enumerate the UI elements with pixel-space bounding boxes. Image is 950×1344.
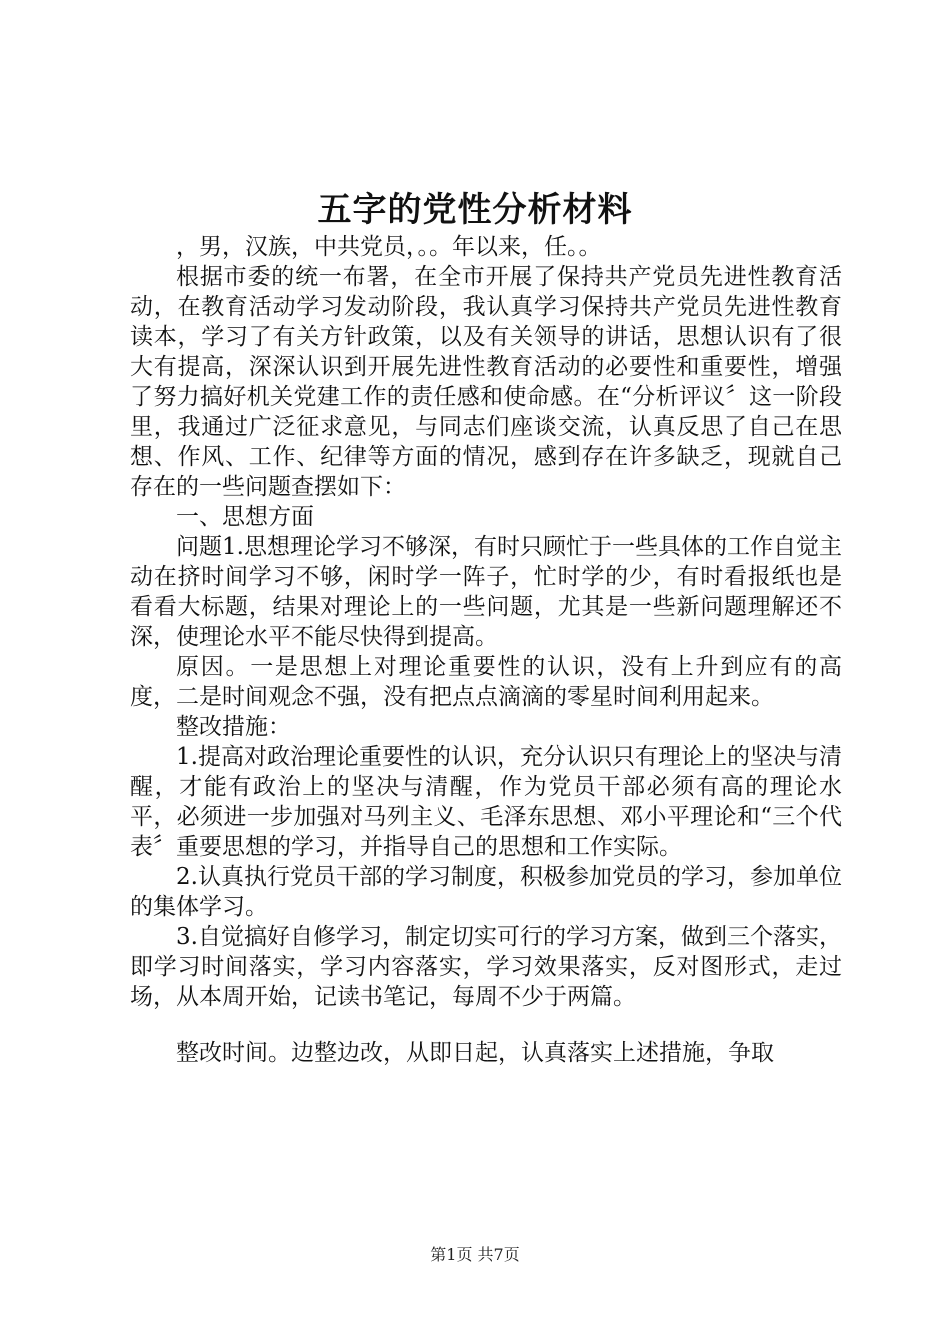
page-footer: 第1页 共7页 — [430, 1245, 520, 1264]
paragraph-measure-2: 2.认真执行党员干部的学习制度，积极参加党员的学习，参加单位的集体学习。 — [130, 864, 842, 920]
section-heading-thought: 一、思想方面 — [176, 504, 314, 530]
paragraph-cause: 原因。一是思想上对理论重要性的认识，没有上升到应有的高度，二是时间观念不强，没有把点点滴滴的零星时间利用起来。 — [130, 654, 842, 710]
paragraph-measure-1: 1.提高对政治理论重要性的认识，充分认识只有理论上的坚决与清醒，才能有政治上的坚决与清醒，作为党员干部必须有高的理论水平，必须进一步加强对马列主义、毛泽东思想、邓小平理论和“三个代表〞重要思想的学习，并指导自己的思想和工作实际。 — [130, 744, 842, 860]
paragraph-introduction: 根据市委的统一布署，在全市开展了保持共产党员先进性教育活动，在教育活动学习发动阶段，我认真学习保持共产党员先进性教育读本，学习了有关方针政策，以及有关领导的讲话，思想认识有了很大有提高，深深认识到开展先进性教育活动的必要性和重要性，增强了努力搞好机关党建工作的责任感和使命感。在“分析评议〞这一阶段里，我通过广泛征求意见，与同志们座谈交流，认真反思了自己在思想、作风、工作、纪律等方面的情况，感到存在许多缺乏，现就自己存在的一些问题查摆如下： — [130, 264, 842, 500]
paragraph-measures-heading: 整改措施： — [176, 714, 291, 740]
document-title: 五字的党性分析材料 — [317, 190, 633, 230]
document-body — [130, 232, 842, 1068]
paragraph-measure-3: 3.自觉搞好自修学习，制定切实可行的学习方案，做到三个落实，即学习时间落实，学习内容落实，学习效果落实，反对图形式，走过场，从本周开始，记读书笔记，每周不少于两篇。 — [130, 924, 842, 1010]
paragraph-personal-info: ，男，汉族，中共党员，。。年以来，任。。 — [176, 234, 602, 260]
paragraph-rectification-time: 整改时间。边整边改，从即日起，认真落实上述措施，争取 — [176, 1040, 774, 1066]
paragraph-problem: 问题1.思想理论学习不够深，有时只顾忙于一些具体的工作自觉主动在挤时间学习不够，闲时学一阵子，忙时学的少，有时看报纸也是看看大标题，结果对理论上的一些问题，尤其是一些新问题理解还不深，使理论水平不能尽快得到提高。 — [130, 534, 842, 650]
